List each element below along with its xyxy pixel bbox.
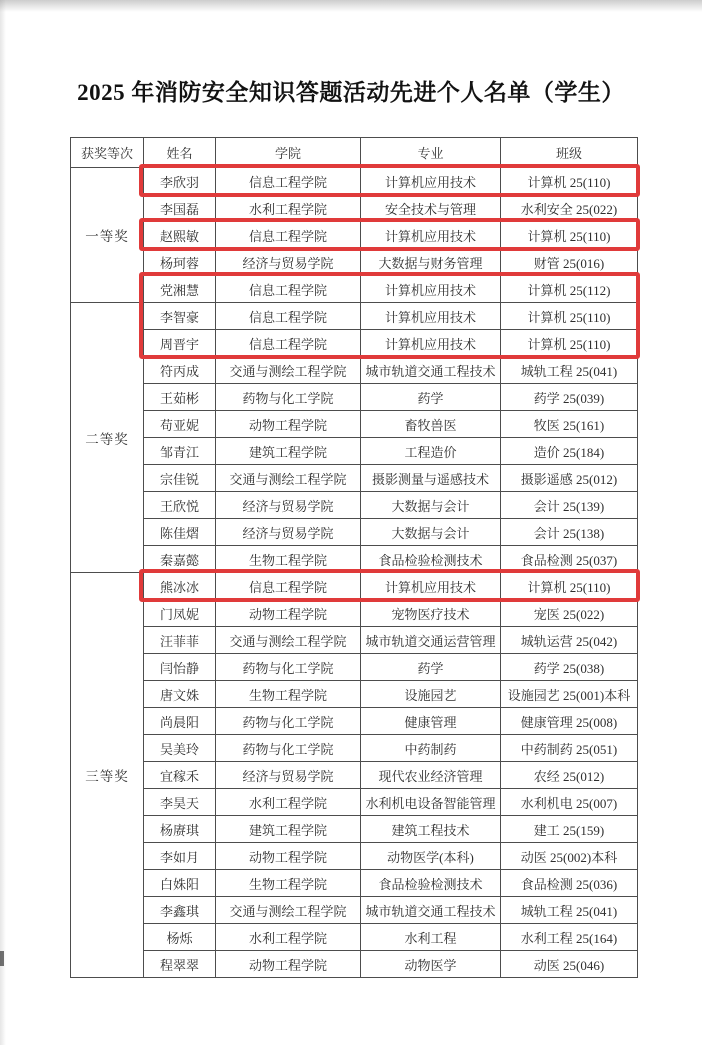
name-cell: 杨珂蓉 — [144, 249, 216, 276]
class-cell: 牧医 25(161) — [501, 411, 638, 438]
table-row — [71, 438, 638, 465]
page-top-shadow — [0, 0, 702, 12]
major-cell: 城市轨道交通运营管理 — [361, 627, 501, 654]
major-cell: 健康管理 — [361, 708, 501, 735]
name-cell: 赵熙敏 — [144, 222, 216, 249]
college-cell: 建筑工程学院 — [216, 438, 361, 465]
major-cell: 工程造价 — [361, 438, 501, 465]
award-level-cell: 一等奖 — [71, 168, 144, 303]
table-row — [71, 816, 638, 843]
college-cell: 动物工程学院 — [216, 843, 361, 870]
class-cell: 药学 25(038) — [501, 654, 638, 681]
college-cell: 生物工程学院 — [216, 546, 361, 573]
major-cell: 大数据与会计 — [361, 492, 501, 519]
college-cell: 水利工程学院 — [216, 924, 361, 951]
class-cell: 计算机 25(110) — [501, 222, 638, 249]
major-cell: 药学 — [361, 384, 501, 411]
name-cell: 门凤妮 — [144, 600, 216, 627]
class-cell: 财管 25(016) — [501, 249, 638, 276]
class-cell: 摄影遥感 25(012) — [501, 465, 638, 492]
college-cell: 水利工程学院 — [216, 195, 361, 222]
table-row — [71, 357, 638, 384]
college-cell: 交通与测绘工程学院 — [216, 627, 361, 654]
major-cell: 计算机应用技术 — [361, 303, 501, 330]
class-cell: 设施园艺 25(001)本科 — [501, 681, 638, 708]
college-cell: 经济与贸易学院 — [216, 249, 361, 276]
college-cell: 动物工程学院 — [216, 951, 361, 978]
name-cell: 秦嘉懿 — [144, 546, 216, 573]
college-cell: 信息工程学院 — [216, 573, 361, 600]
table-row — [71, 573, 638, 600]
table-row — [71, 276, 638, 303]
major-cell: 计算机应用技术 — [361, 222, 501, 249]
class-cell: 城轨运营 25(042) — [501, 627, 638, 654]
major-cell: 计算机应用技术 — [361, 276, 501, 303]
college-cell: 药物与化工学院 — [216, 654, 361, 681]
college-cell: 水利工程学院 — [216, 789, 361, 816]
table-row — [71, 924, 638, 951]
major-cell: 大数据与会计 — [361, 519, 501, 546]
major-cell: 中药制药 — [361, 735, 501, 762]
college-cell: 建筑工程学院 — [216, 816, 361, 843]
table-row — [71, 951, 638, 978]
table-row — [71, 762, 638, 789]
name-cell: 周晋宇 — [144, 330, 216, 357]
class-cell: 水利机电 25(007) — [501, 789, 638, 816]
table-body — [71, 168, 638, 978]
name-cell: 李欣羽 — [144, 168, 216, 195]
name-cell: 李国磊 — [144, 195, 216, 222]
college-cell: 经济与贸易学院 — [216, 762, 361, 789]
class-cell: 会计 25(138) — [501, 519, 638, 546]
name-cell: 尚晨阳 — [144, 708, 216, 735]
table-row — [71, 411, 638, 438]
class-cell: 造价 25(184) — [501, 438, 638, 465]
table-row — [71, 600, 638, 627]
table-row — [71, 519, 638, 546]
major-cell: 水利机电设备智能管理 — [361, 789, 501, 816]
name-cell: 闫怡静 — [144, 654, 216, 681]
major-cell: 药学 — [361, 654, 501, 681]
class-cell: 中药制药 25(051) — [501, 735, 638, 762]
class-cell: 计算机 25(110) — [501, 303, 638, 330]
name-cell: 王欣悦 — [144, 492, 216, 519]
name-cell: 宗佳锐 — [144, 465, 216, 492]
major-cell: 城市轨道交通工程技术 — [361, 357, 501, 384]
name-cell: 李智豪 — [144, 303, 216, 330]
header-major: 专业 — [361, 138, 501, 168]
class-cell: 计算机 25(112) — [501, 276, 638, 303]
class-cell: 药学 25(039) — [501, 384, 638, 411]
major-cell: 设施园艺 — [361, 681, 501, 708]
college-cell: 交通与测绘工程学院 — [216, 357, 361, 384]
award-level-cell: 三等奖 — [71, 573, 144, 978]
class-cell: 城轨工程 25(041) — [501, 897, 638, 924]
college-cell: 信息工程学院 — [216, 303, 361, 330]
college-cell: 交通与测绘工程学院 — [216, 897, 361, 924]
class-cell: 农经 25(012) — [501, 762, 638, 789]
major-cell: 食品检验检测技术 — [361, 546, 501, 573]
class-cell: 健康管理 25(008) — [501, 708, 638, 735]
class-cell: 动医 25(002)本科 — [501, 843, 638, 870]
table-row — [71, 546, 638, 573]
class-cell: 建工 25(159) — [501, 816, 638, 843]
college-cell: 信息工程学院 — [216, 168, 361, 195]
college-cell: 交通与测绘工程学院 — [216, 465, 361, 492]
class-cell: 计算机 25(110) — [501, 330, 638, 357]
page-left-shadow — [0, 0, 6, 1045]
awards-table — [70, 137, 638, 978]
award-level-cell: 二等奖 — [71, 303, 144, 573]
table-row — [71, 303, 638, 330]
major-cell: 大数据与财务管理 — [361, 249, 501, 276]
class-cell: 食品检测 25(037) — [501, 546, 638, 573]
header-award-level: 获奖等次 — [71, 138, 144, 168]
table-row — [71, 627, 638, 654]
name-cell: 杨赓琪 — [144, 816, 216, 843]
major-cell: 安全技术与管理 — [361, 195, 501, 222]
class-cell: 城轨工程 25(041) — [501, 357, 638, 384]
name-cell: 李鑫琪 — [144, 897, 216, 924]
table-row — [71, 168, 638, 195]
name-cell: 苟亚妮 — [144, 411, 216, 438]
table-row — [71, 870, 638, 897]
major-cell: 城市轨道交通工程技术 — [361, 897, 501, 924]
table-row — [71, 195, 638, 222]
major-cell: 食品检验检测技术 — [361, 870, 501, 897]
college-cell: 生物工程学院 — [216, 870, 361, 897]
college-cell: 信息工程学院 — [216, 276, 361, 303]
name-cell: 熊冰冰 — [144, 573, 216, 600]
header-name: 姓名 — [144, 138, 216, 168]
major-cell: 计算机应用技术 — [361, 168, 501, 195]
name-cell: 李昊天 — [144, 789, 216, 816]
name-cell: 白姝阳 — [144, 870, 216, 897]
class-cell: 计算机 25(110) — [501, 573, 638, 600]
header-college: 学院 — [216, 138, 361, 168]
college-cell: 动物工程学院 — [216, 600, 361, 627]
table-row — [71, 708, 638, 735]
name-cell: 吴美玲 — [144, 735, 216, 762]
college-cell: 信息工程学院 — [216, 330, 361, 357]
name-cell: 邹青江 — [144, 438, 216, 465]
class-cell: 食品检测 25(036) — [501, 870, 638, 897]
name-cell: 程翠翠 — [144, 951, 216, 978]
college-cell: 动物工程学院 — [216, 411, 361, 438]
table-row — [71, 681, 638, 708]
college-cell: 信息工程学院 — [216, 222, 361, 249]
scan-edge-artifact — [0, 951, 4, 966]
major-cell: 摄影测量与遥感技术 — [361, 465, 501, 492]
name-cell: 宜稼禾 — [144, 762, 216, 789]
major-cell: 动物医学(本科) — [361, 843, 501, 870]
class-cell: 水利工程 25(164) — [501, 924, 638, 951]
table-row — [71, 789, 638, 816]
class-cell: 计算机 25(110) — [501, 168, 638, 195]
name-cell: 汪菲菲 — [144, 627, 216, 654]
header-row — [71, 138, 638, 168]
major-cell: 计算机应用技术 — [361, 330, 501, 357]
class-cell: 动医 25(046) — [501, 951, 638, 978]
page-title: 2025 年消防安全知识答题活动先进个人名单（学生） — [77, 80, 625, 105]
table-row — [71, 465, 638, 492]
name-cell: 党湘慧 — [144, 276, 216, 303]
major-cell: 宠物医疗技术 — [361, 600, 501, 627]
major-cell: 水利工程 — [361, 924, 501, 951]
college-cell: 生物工程学院 — [216, 681, 361, 708]
table-row — [71, 654, 638, 681]
college-cell: 药物与化工学院 — [216, 735, 361, 762]
name-cell: 杨烁 — [144, 924, 216, 951]
table-row — [71, 492, 638, 519]
class-cell: 会计 25(139) — [501, 492, 638, 519]
name-cell: 唐文姝 — [144, 681, 216, 708]
table-row — [71, 249, 638, 276]
table-row — [71, 897, 638, 924]
name-cell: 陈佳熠 — [144, 519, 216, 546]
major-cell: 动物医学 — [361, 951, 501, 978]
college-cell: 药物与化工学院 — [216, 708, 361, 735]
table-row — [71, 735, 638, 762]
name-cell: 李如月 — [144, 843, 216, 870]
college-cell: 经济与贸易学院 — [216, 519, 361, 546]
class-cell: 宠医 25(022) — [501, 600, 638, 627]
table-row — [71, 222, 638, 249]
major-cell: 现代农业经济管理 — [361, 762, 501, 789]
name-cell: 符丙成 — [144, 357, 216, 384]
header-class: 班级 — [501, 138, 638, 168]
college-cell: 药物与化工学院 — [216, 384, 361, 411]
college-cell: 经济与贸易学院 — [216, 492, 361, 519]
class-cell: 水利安全 25(022) — [501, 195, 638, 222]
name-cell: 王茹彬 — [144, 384, 216, 411]
table-row — [71, 843, 638, 870]
major-cell: 计算机应用技术 — [361, 573, 501, 600]
table-row — [71, 384, 638, 411]
major-cell: 建筑工程技术 — [361, 816, 501, 843]
table-row — [71, 330, 638, 357]
major-cell: 畜牧兽医 — [361, 411, 501, 438]
table-header — [71, 138, 638, 168]
